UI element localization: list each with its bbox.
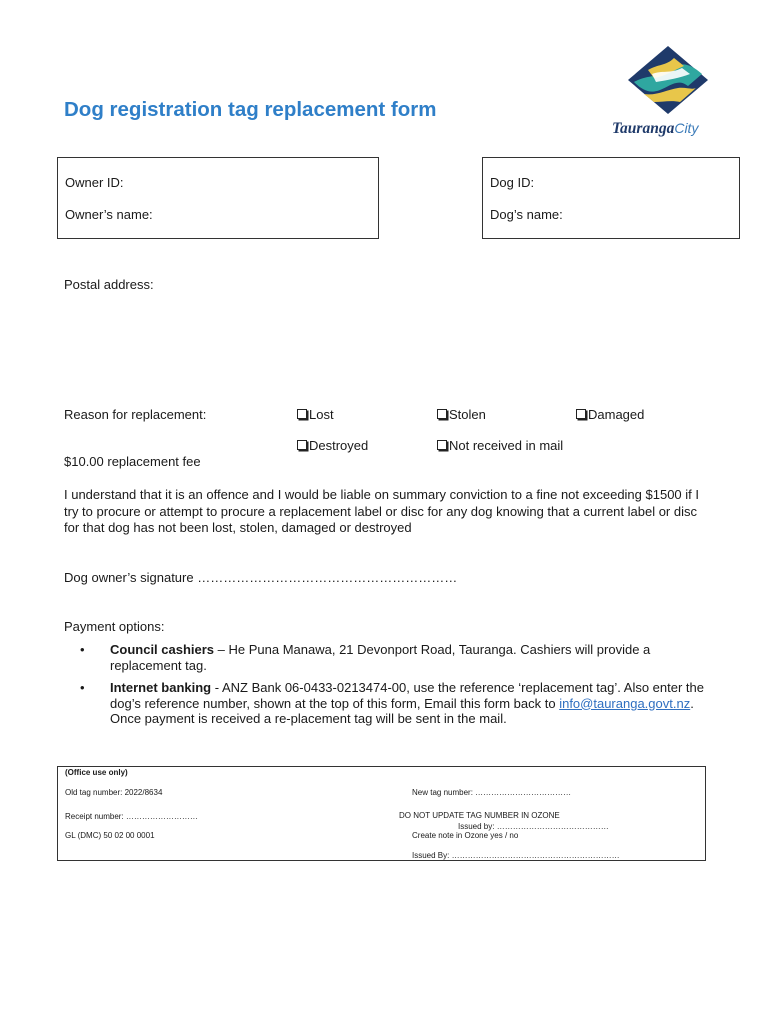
bullet-icon: • [80,680,85,695]
issued-by-1: Issued by: …………………………………… [458,822,609,831]
issued-by-2: Issued By: ……………………………………………………… [412,851,620,860]
checkbox-square-icon[interactable] [437,440,447,450]
signature-line: Dog owner’s signature …………………………………………………… [64,570,458,585]
owner-id-label: Owner ID: [65,175,124,190]
dog-name-label: Dog’s name: [490,207,563,222]
internet-banking-text-end: . Once payment is received a re-placement tag will be sent in the mail. [110,695,694,726]
owner-info-box [57,157,379,239]
payment-options-list [64,642,714,734]
reason-label: Reason for replacement: [64,407,207,422]
council-cashiers-text: – He Puna Manawa, 21 Devonport Road, Tauranga. Cashiers will provide a replacement tag. [110,642,651,673]
list-item [64,642,714,673]
checkbox-not-received[interactable]: Not received in mail [437,438,563,453]
checkbox-stolen[interactable]: Stolen [437,407,486,422]
email-link[interactable]: info@tauranga.govt.nz [559,695,691,711]
internet-banking-text: - ANZ Bank 06-0433-0213474-00, use the reference ‘replacement tag’. Also enter the dog’s reference number, shown at the top of this form, Email this form back to [110,680,704,711]
dog-id-label: Dog ID: [490,175,535,190]
new-tag-number: New tag number: ……………………………… [412,788,572,797]
logo-diamond-icon [626,44,710,116]
receipt-number: Receipt number: ……………………… [65,812,198,821]
internet-banking-title: Internet banking [110,680,212,695]
checkbox-square-icon[interactable] [297,440,307,450]
dog-info-box [482,157,740,239]
checkbox-square-icon[interactable] [576,409,586,419]
checkbox-square-icon[interactable] [297,409,307,419]
checkbox-destroyed[interactable]: Destroyed [297,438,368,453]
page-title: Dog registration tag replacement form [64,98,437,121]
council-cashiers-title: Council cashiers [110,642,215,657]
create-note-ozone: Create note in Ozone yes / no [412,831,519,840]
checkbox-square-icon[interactable] [437,409,447,419]
owner-name-label: Owner’s name: [65,207,153,222]
checkbox-lost[interactable]: Lost [297,407,334,422]
office-heading: (Office use only) [65,768,128,777]
declaration-text: I understand that it is an offence and I would be liable on summary conviction to a fine not exceeding $1500 if I try to procure or attempt to procure a replacement label or disc for any dog knowing that a current label or disc for that dog has not been lost, stolen, damaged or destroyed [64,487,699,535]
tauranga-city-logo [608,44,728,144]
do-not-update-notice: DO NOT UPDATE TAG NUMBER IN OZONE [399,811,560,820]
list-item [64,680,714,727]
checkbox-damaged[interactable]: Damaged [576,407,644,422]
payment-heading: Payment options: [64,619,165,634]
fee-text: $10.00 replacement fee [64,454,201,469]
logo-wordmark: TaurangaCity [612,120,699,137]
bullet-icon: • [80,642,85,657]
old-tag-number: Old tag number: 2022/8634 [65,788,163,797]
office-use-box [57,766,706,861]
postal-address-label: Postal address: [64,277,154,292]
gl-code: GL (DMC) 50 02 00 0001 [65,831,155,840]
